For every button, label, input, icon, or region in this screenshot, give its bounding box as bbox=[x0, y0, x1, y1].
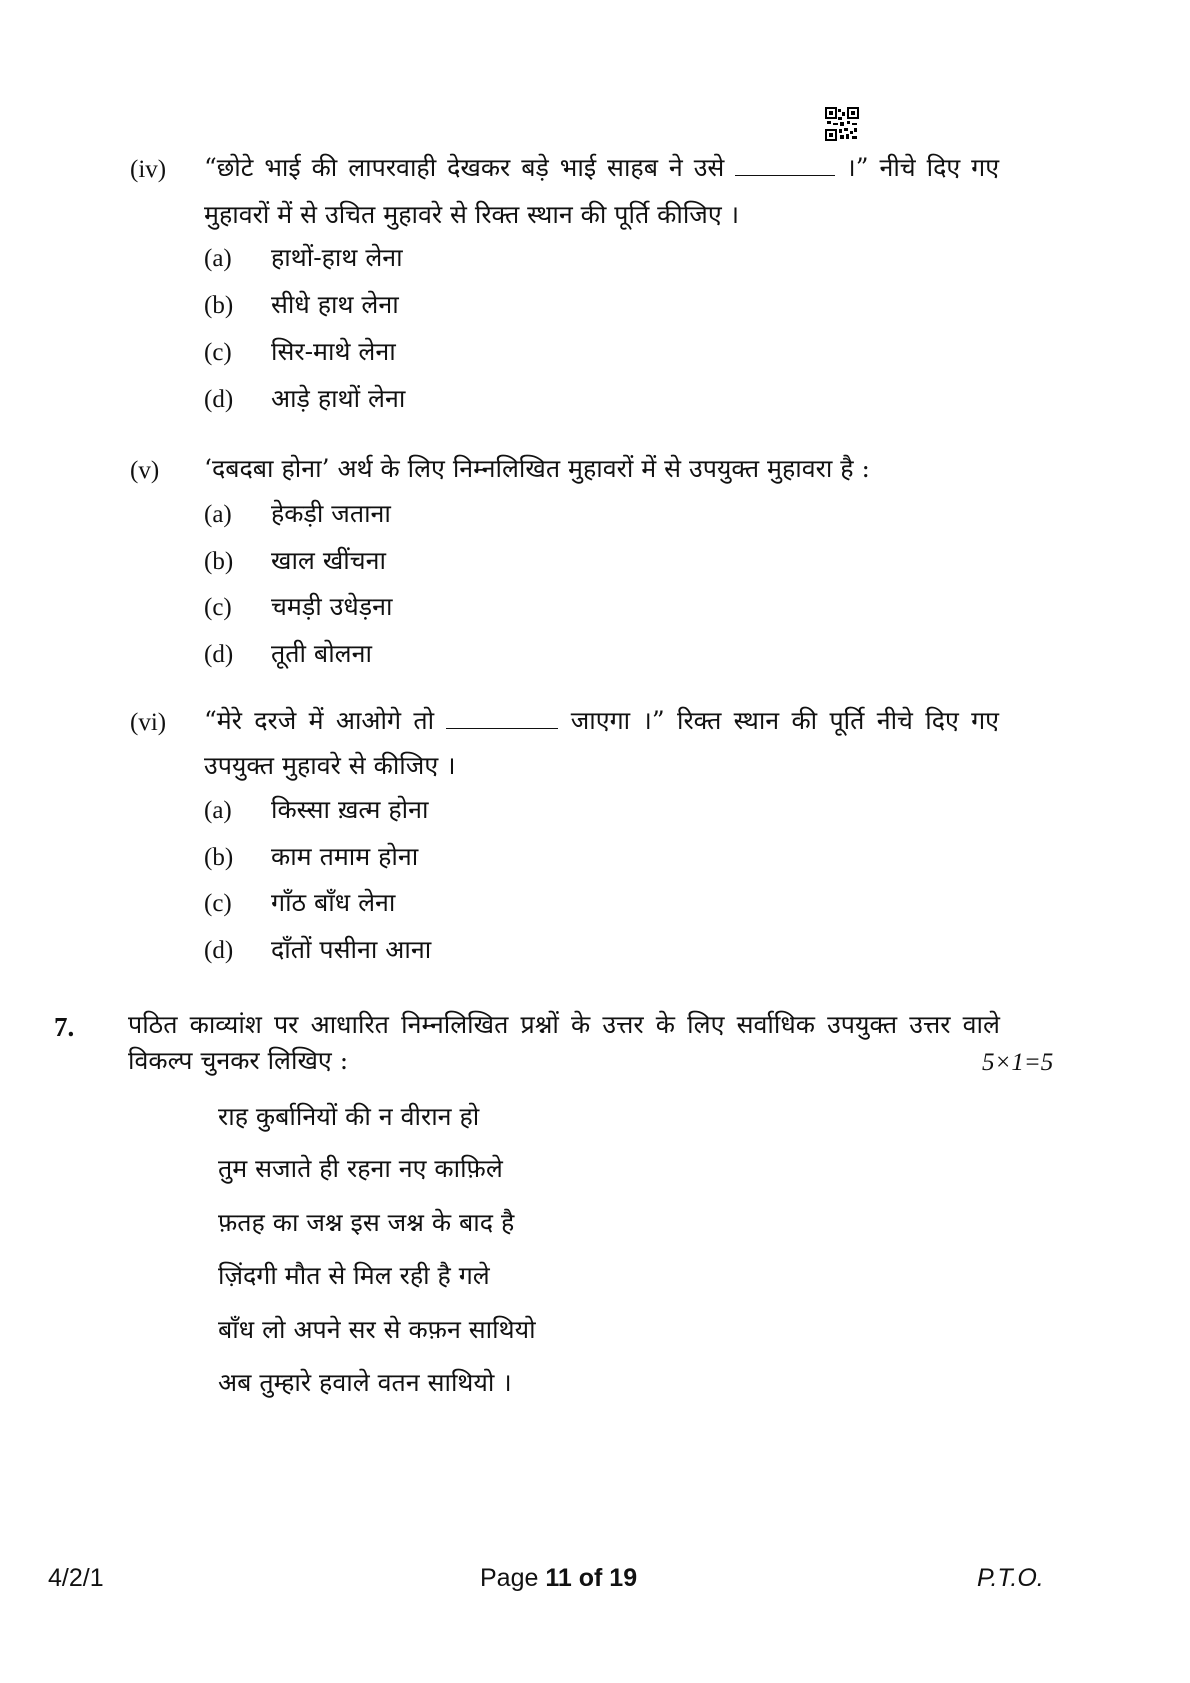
option-label: (d) bbox=[204, 386, 234, 413]
option-label: (d) bbox=[204, 937, 234, 964]
question-iv-line2: मुहावरों में से उचित मुहावरे से रिक्त स्थान की पूर्ति कीजिए । bbox=[204, 200, 740, 229]
poem-line: ज़िंदगी मौत से मिल रही है गले bbox=[218, 1261, 490, 1290]
option-text: आड़े हाथों लेना bbox=[271, 384, 406, 413]
option-text: काम तमाम होना bbox=[271, 842, 419, 871]
question-7-line2: विकल्प चुनकर लिखिए : bbox=[128, 1046, 349, 1075]
poem-line: तुम सजाते ही रहना नए काफ़िले bbox=[218, 1154, 503, 1183]
question-number-7: 7. bbox=[54, 1012, 75, 1042]
question-vi-text-before-blank: “मेरे दरजे में आओगे तो bbox=[204, 706, 435, 735]
option-label: (b) bbox=[204, 548, 234, 575]
question-7-line1: पठित काव्यांश पर आधारित निम्नलिखित प्रश्नों के उत्तर के लिए सर्वाधिक उपयुक्त उत्तर वाले bbox=[128, 1010, 1000, 1039]
option-label: (c) bbox=[204, 890, 232, 917]
poem-line: अब तुम्हारे हवाले वतन साथियो । bbox=[218, 1368, 512, 1397]
option-text: खाल खींचना bbox=[271, 546, 386, 575]
paper-code: 4/2/1 bbox=[48, 1564, 104, 1592]
question-number-vi: (vi) bbox=[130, 709, 167, 736]
option-text: गाँठ बाँध लेना bbox=[271, 888, 396, 917]
page-current: 11 bbox=[545, 1564, 572, 1592]
option-label: (a) bbox=[204, 797, 232, 824]
page-prefix: Page bbox=[480, 1564, 539, 1592]
option-text: सिर-माथे लेना bbox=[271, 337, 396, 366]
question-vi-text-after-blank: जाएगा ।” रिक्त स्थान की पूर्ति नीचे दिए गए bbox=[570, 706, 999, 735]
question-iv-text-before-blank: “छोटे भाई की लापरवाही देखकर बड़े भाई साहब ने उसे bbox=[204, 153, 725, 182]
option-label: (c) bbox=[204, 594, 232, 621]
question-iv-text-after-blank: ।” नीचे दिए गए bbox=[846, 153, 1000, 182]
fill-in-blank bbox=[446, 706, 558, 729]
option-label: (b) bbox=[204, 292, 234, 319]
page-indicator bbox=[480, 1563, 637, 1593]
pto-label: P.T.O. bbox=[977, 1564, 1044, 1592]
page-of: of bbox=[578, 1564, 603, 1592]
fill-in-blank bbox=[735, 153, 835, 176]
option-text: तूती बोलना bbox=[271, 639, 372, 668]
option-text: सीधे हाथ लेना bbox=[271, 290, 399, 319]
poem-line: बाँध लो अपने सर से कफ़न साथियो bbox=[218, 1315, 536, 1344]
option-label: (d) bbox=[204, 641, 234, 668]
question-v-line1: ‘दबदबा होना’ अर्थ के लिए निम्नलिखित मुहावरों में से उपयुक्त मुहावरा है : bbox=[204, 454, 870, 483]
question-number-iv: (iv) bbox=[130, 156, 167, 183]
question-vi-line1 bbox=[204, 704, 999, 738]
option-label: (a) bbox=[204, 501, 232, 528]
option-label: (b) bbox=[204, 844, 234, 871]
qr-code-icon bbox=[825, 107, 859, 141]
option-text: हाथों-हाथ लेना bbox=[271, 243, 403, 272]
question-vi-line2: उपयुक्त मुहावरे से कीजिए । bbox=[204, 751, 456, 780]
option-text: हेकड़ी जताना bbox=[271, 499, 391, 528]
option-text: किस्सा ख़त्म होना bbox=[271, 795, 429, 824]
question-number-v: (v) bbox=[130, 457, 160, 484]
option-text: दाँतों पसीना आना bbox=[271, 935, 432, 964]
question-iv-line1 bbox=[204, 151, 999, 185]
poem-line: राह कुर्बानियों की न वीरान हो bbox=[218, 1102, 480, 1131]
page-total: 19 bbox=[609, 1564, 638, 1592]
marks-allocation: 5×1=5 bbox=[982, 1049, 1054, 1076]
option-label: (a) bbox=[204, 245, 232, 272]
option-label: (c) bbox=[204, 339, 232, 366]
poem-line: फ़तह का जश्न इस जश्न के बाद है bbox=[218, 1208, 515, 1237]
option-text: चमड़ी उधेड़ना bbox=[271, 592, 393, 621]
